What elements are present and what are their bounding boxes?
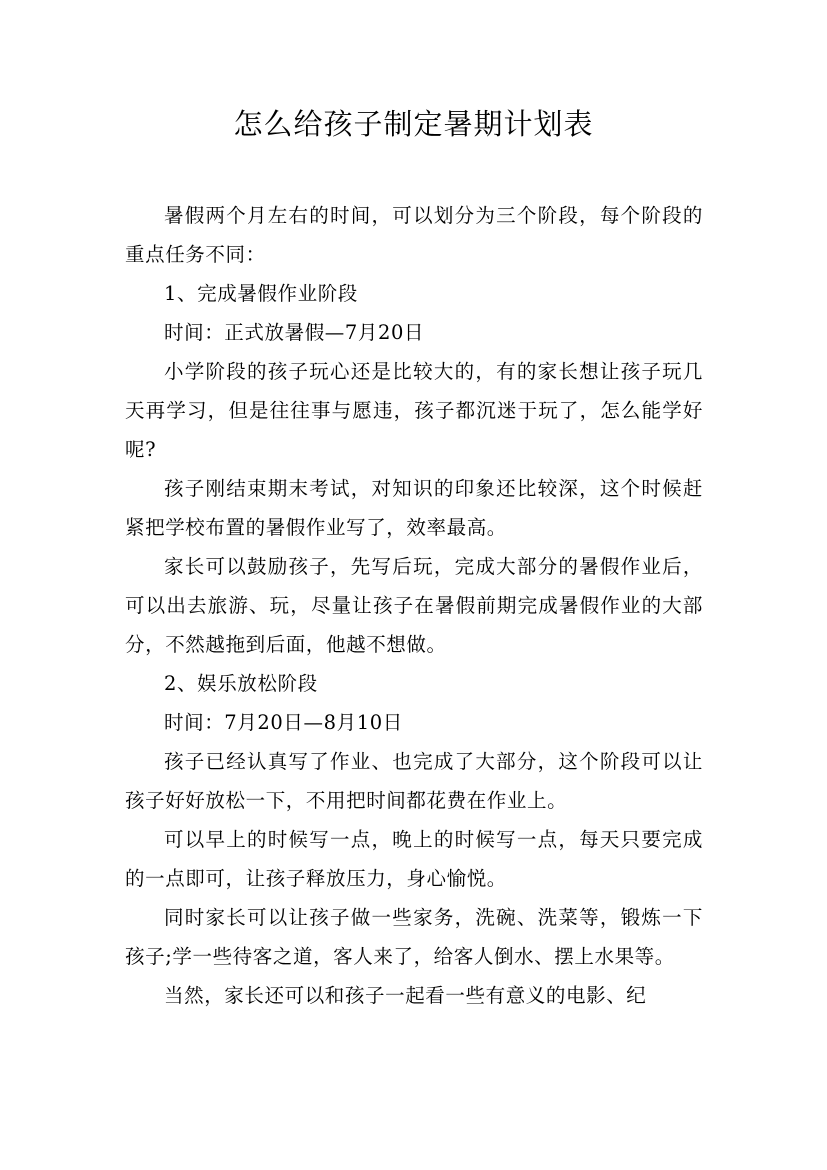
section-heading-2: 2、娱乐放松阶段 [164,672,318,695]
paragraph: 小学阶段的孩子玩心还是比较大的，有的家长想让孩子玩几天再学习，但是往往事与愿违，孩子都沉迷于玩了，怎么能学好呢? [125,360,703,461]
paragraph: 同时家长可以让孩子做一些家务，洗碗、洗菜等，锻炼一下孩子;学一些待客之道，客人来了，给客人倒水、摆上水果等。 [125,906,703,968]
paragraph-truncated: 当然，家长还可以和孩子一起看一些有意义的电影、纪 [164,984,647,1007]
document-title: 怎么给孩子制定暑期计划表 [233,107,594,141]
paragraph-intro: 暑假两个月左右的时间，可以划分为三个阶段，每个阶段的重点任务不同： [125,204,703,266]
paragraph: 孩子已经认真写了作业、也完成了大部分，这个阶段可以让孩子好好放松一下，不用把时间都花费在作业上。 [125,750,703,812]
section-time-2: 时间：7月20日—8月10日 [164,711,403,734]
paragraph: 孩子刚结束期末考试，对知识的印象还比较深，这个时候赶紧把学校布置的暑假作业写了，效率最高。 [125,477,703,539]
paragraph: 可以早上的时候写一点，晚上的时候写一点，每天只要完成的一点即可，让孩子释放压力，身心愉悦。 [125,828,703,890]
section-heading-1: 1、完成暑假作业阶段 [164,282,358,305]
document-body [125,196,703,1015]
section-time-1: 时间：正式放暑假—7月20日 [164,321,425,344]
paragraph: 家长可以鼓励孩子，先写后玩，完成大部分的暑假作业后，可以出去旅游、玩，尽量让孩子在暑假前期完成暑假作业的大部分，不然越拖到后面，他越不想做。 [125,555,703,656]
